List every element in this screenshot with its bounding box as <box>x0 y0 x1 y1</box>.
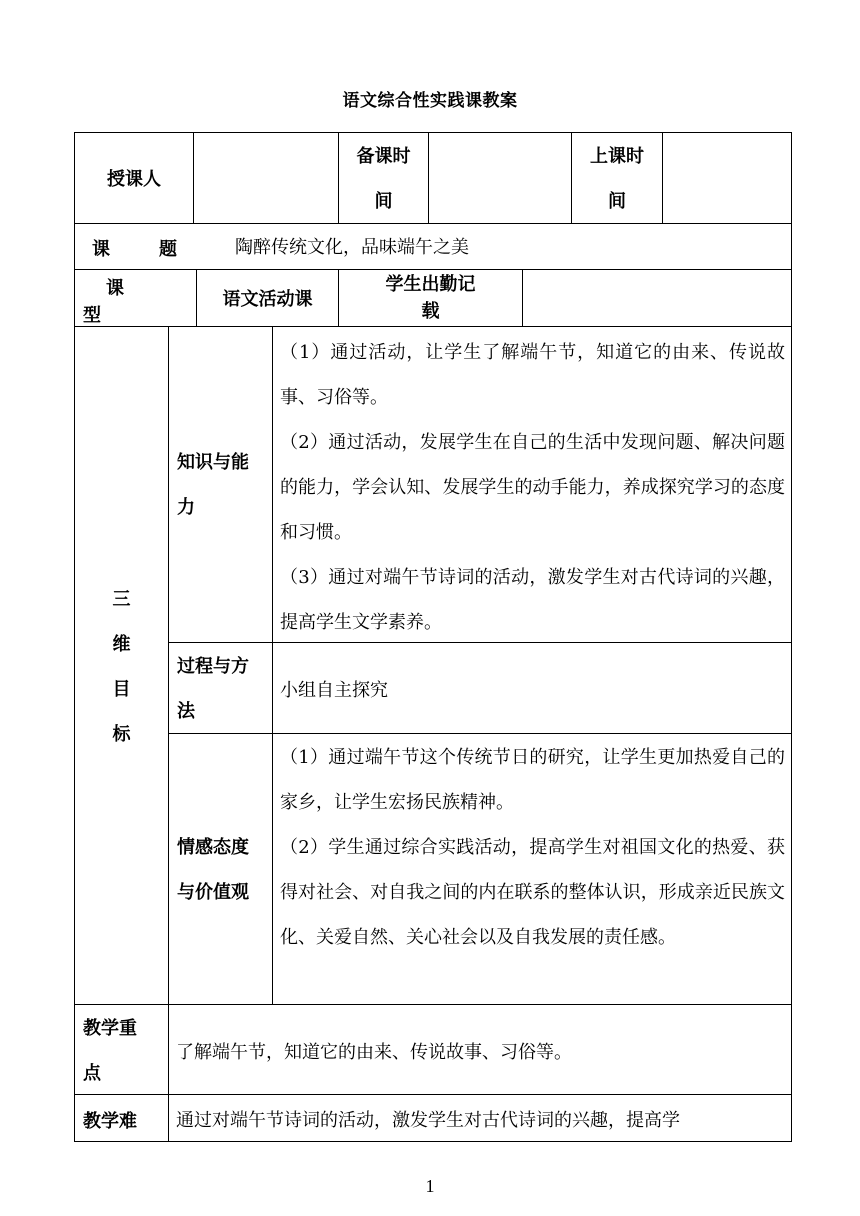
table-border-right <box>791 132 792 1142</box>
prep-time-value <box>429 133 571 223</box>
three-dimension-goals-label <box>75 577 168 757</box>
attendance-label-line1: 学生出勤记 <box>385 274 476 295</box>
class-time-label-line2: 间 <box>608 191 626 212</box>
emotion-values-content <box>280 735 785 1003</box>
goals-label-char: 标 <box>112 724 131 745</box>
knowledge-label-line1: 知识与能 <box>177 452 249 473</box>
process-label-line2: 法 <box>177 701 195 722</box>
knowledge-label-line2: 力 <box>177 497 195 518</box>
topic-value: 陶醉传统文化，品味端午之美 <box>235 237 469 258</box>
page-number: 1 <box>425 1176 435 1196</box>
knowledge-ability-content <box>280 330 785 642</box>
row-divider <box>168 733 792 734</box>
difficulties-label: 教学难 <box>83 1111 137 1132</box>
key-points-content: 了解端午节，知道它的由来、传说故事、习俗等。 <box>176 1042 572 1063</box>
difficulties-content: 通过对端午节诗词的活动，激发学生对古代诗词的兴趣，提高学 <box>176 1110 680 1131</box>
teacher-value <box>194 133 338 223</box>
emotion-label-line2: 与价值观 <box>177 882 249 903</box>
topic-label-char1: 课 <box>92 239 110 260</box>
class-time-label <box>572 134 662 223</box>
prep-time-label-line2: 间 <box>374 191 393 212</box>
key-points-label-line1: 教学重 <box>83 1018 137 1039</box>
knowledge-ability-label <box>177 440 272 532</box>
goals-label-char: 三 <box>112 589 131 610</box>
attendance-label <box>339 271 522 326</box>
goals-label-char: 目 <box>112 679 131 700</box>
class-time-value <box>663 133 791 223</box>
row-divider <box>74 326 792 327</box>
goals-label-char: 维 <box>112 634 131 655</box>
table-border-bottom <box>74 1141 792 1142</box>
type-label-char1: 课 <box>106 278 124 299</box>
knowledge-paragraph: （3）通过对端午节诗词的活动，激发学生对古代诗词的兴趣，提高学生文学素养。 <box>280 567 785 633</box>
type-value <box>197 270 338 326</box>
knowledge-paragraph: （1）通过活动，让学生了解端午节，知道它的由来、传说故事、习俗等。 <box>280 342 785 408</box>
row-divider <box>168 642 792 643</box>
prep-time-label <box>339 134 428 223</box>
teacher-label <box>75 133 193 223</box>
type-label-char2: 型 <box>83 305 101 326</box>
process-method-content: 小组自主探究 <box>280 680 388 701</box>
emotion-values-label <box>177 825 272 915</box>
attendance-value <box>523 270 791 326</box>
col-divider <box>168 326 169 1142</box>
teacher-label-text: 授课人 <box>107 169 161 190</box>
type-label <box>75 270 196 326</box>
emotion-paragraph: （2）学生通过综合实践活动，提高学生对祖国文化的热爱、获得对社会、对自我之间的内在联系的整体认识，形成亲近民族文化、关爱自然、关心社会以及自我发展的责任感。 <box>280 837 785 948</box>
row-divider <box>74 1094 792 1095</box>
knowledge-paragraph: （2）通过活动，发展学生在自己的生活中发现问题、解决问题的能力，学会认知、发展学生的动手能力，养成探究学习的态度和习惯。 <box>280 432 785 543</box>
key-points-label <box>83 1006 168 1094</box>
class-time-label-line1: 上课时 <box>590 146 644 167</box>
emotion-label-line1: 情感态度 <box>177 837 249 858</box>
process-label-line1: 过程与方 <box>177 656 249 677</box>
topic-label-char2: 题 <box>159 239 177 260</box>
document-title: 语文综合性实践课教案 <box>342 91 518 111</box>
type-value-text: 语文活动课 <box>222 289 313 310</box>
row-divider <box>74 1004 792 1005</box>
process-method-label <box>177 644 272 732</box>
prep-time-label-line1: 备课时 <box>356 146 411 167</box>
col-divider <box>272 326 273 1004</box>
topic-label <box>75 224 225 269</box>
emotion-paragraph: （1）通过端午节这个传统节日的研究，让学生更加热爱自己的家乡，让学生宏扬民族精神。 <box>280 747 785 813</box>
key-points-label-line2: 点 <box>83 1063 101 1084</box>
attendance-label-line2: 载 <box>421 301 440 322</box>
